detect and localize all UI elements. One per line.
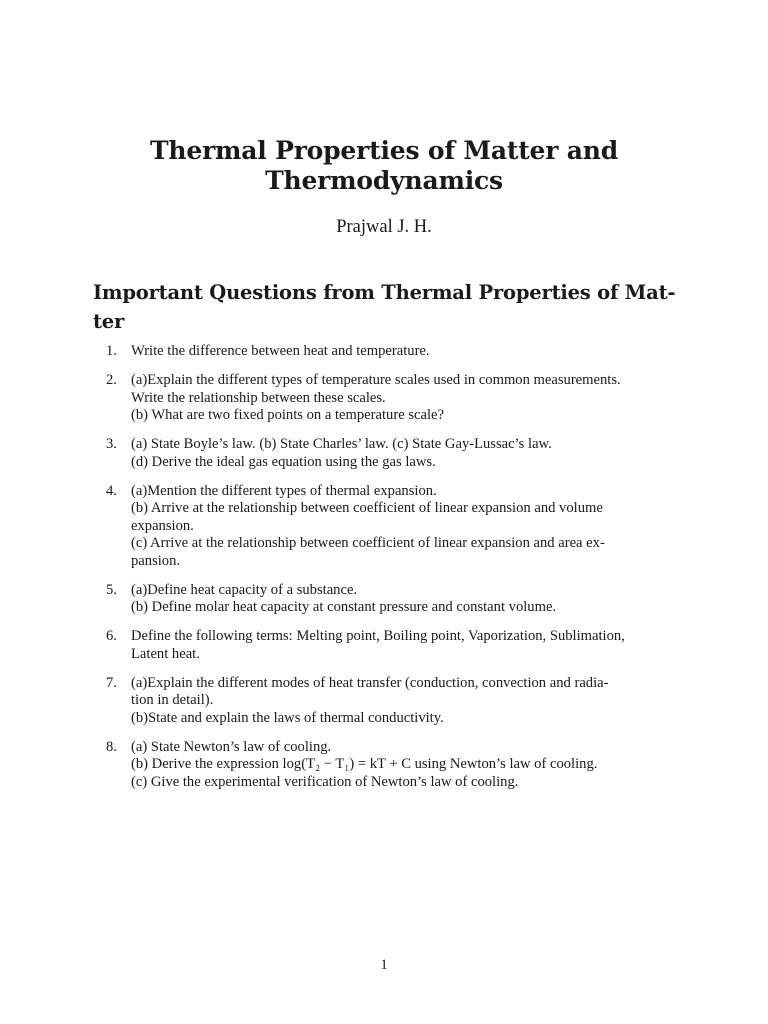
question-line: Define the following terms: Melting point, Boiling point, Vaporization, Sublimation, (131, 628, 625, 644)
question-number: 6. (106, 628, 117, 644)
question-number: 4. (106, 482, 117, 499)
question-line: (a) State Newton’s law of cooling. (131, 738, 332, 755)
question-line: (a) State Boyle’s law. (b) State Charles’ law. (c) State Gay-Lussac’s law. (131, 436, 552, 452)
question-line: (b) What are two fixed points on a temperature scale? (131, 407, 444, 423)
question-text (131, 483, 678, 571)
section-heading (93, 278, 683, 336)
question-item-7 (106, 675, 678, 728)
question-text (131, 372, 678, 425)
question-item-3 (106, 436, 678, 471)
question-text (131, 343, 678, 361)
question-number: 3. (106, 436, 117, 452)
page-number: 1 (380, 957, 388, 973)
question-line: (b) Define molar heat capacity at constant pressure and constant volume. (131, 599, 557, 615)
question-text (131, 436, 678, 471)
question-line: (c) Arrive at the relationship between coefficient of linear expansion and area ex- (131, 535, 605, 551)
question-number: 7. (106, 674, 117, 691)
question-line: Write the relationship between these scales. (131, 389, 386, 406)
question-line: (a)Explain the different types of temperature scales used in common measurements. (131, 372, 621, 388)
question-item-4 (106, 483, 678, 571)
section-heading-line-1: Important Questions from Thermal Properties of Mat- (93, 281, 676, 304)
question-number: 5. (106, 581, 117, 598)
question-text (131, 628, 678, 663)
question-line: (b) Arrive at the relationship between coefficient of linear expansion and volume (131, 500, 603, 516)
document-title (0, 136, 768, 196)
title-line-1: Thermal Properties of Matter and (150, 136, 618, 165)
question-line: tion in detail). (131, 692, 214, 708)
question-line: (a)Mention the different types of thermal expansion. (131, 482, 437, 499)
question-item-1 (106, 343, 678, 361)
section-heading-line-2: ter (93, 310, 125, 333)
question-line: pansion. (131, 552, 181, 569)
question-number: 2. (106, 372, 117, 388)
question-line: Latent heat. (131, 645, 200, 662)
question-text (131, 739, 678, 792)
question-item-5 (106, 582, 678, 617)
question-number: 1. (106, 343, 117, 359)
question-text (131, 675, 678, 728)
question-line: (a)Explain the different modes of heat transfer (conduction, convection and radia- (131, 674, 609, 691)
question-line: Write the difference between heat and temperature. (131, 343, 430, 359)
question-text (131, 582, 678, 617)
question-item-8 (106, 739, 678, 792)
question-line: expansion. (131, 517, 194, 534)
question-line: (c) Give the experimental verification of Newton’s law of cooling. (131, 773, 519, 790)
question-line: (a)Define heat capacity of a substance. (131, 581, 358, 598)
question-line: (d) Derive the ideal gas equation using the gas laws. (131, 453, 436, 470)
question-item-2 (106, 372, 678, 425)
question-item-6 (106, 628, 678, 663)
question-list (106, 343, 678, 803)
question-number: 8. (106, 738, 117, 755)
question-line: (b)State and explain the laws of thermal conductivity. (131, 709, 444, 726)
author-name: Prajwal J. H. (336, 217, 432, 237)
title-line-2: Thermodynamics (265, 166, 503, 195)
question-line: (b) Derive the expression log(T₂ − T₁) = kT + C using Newton’s law of cooling. (131, 756, 598, 772)
